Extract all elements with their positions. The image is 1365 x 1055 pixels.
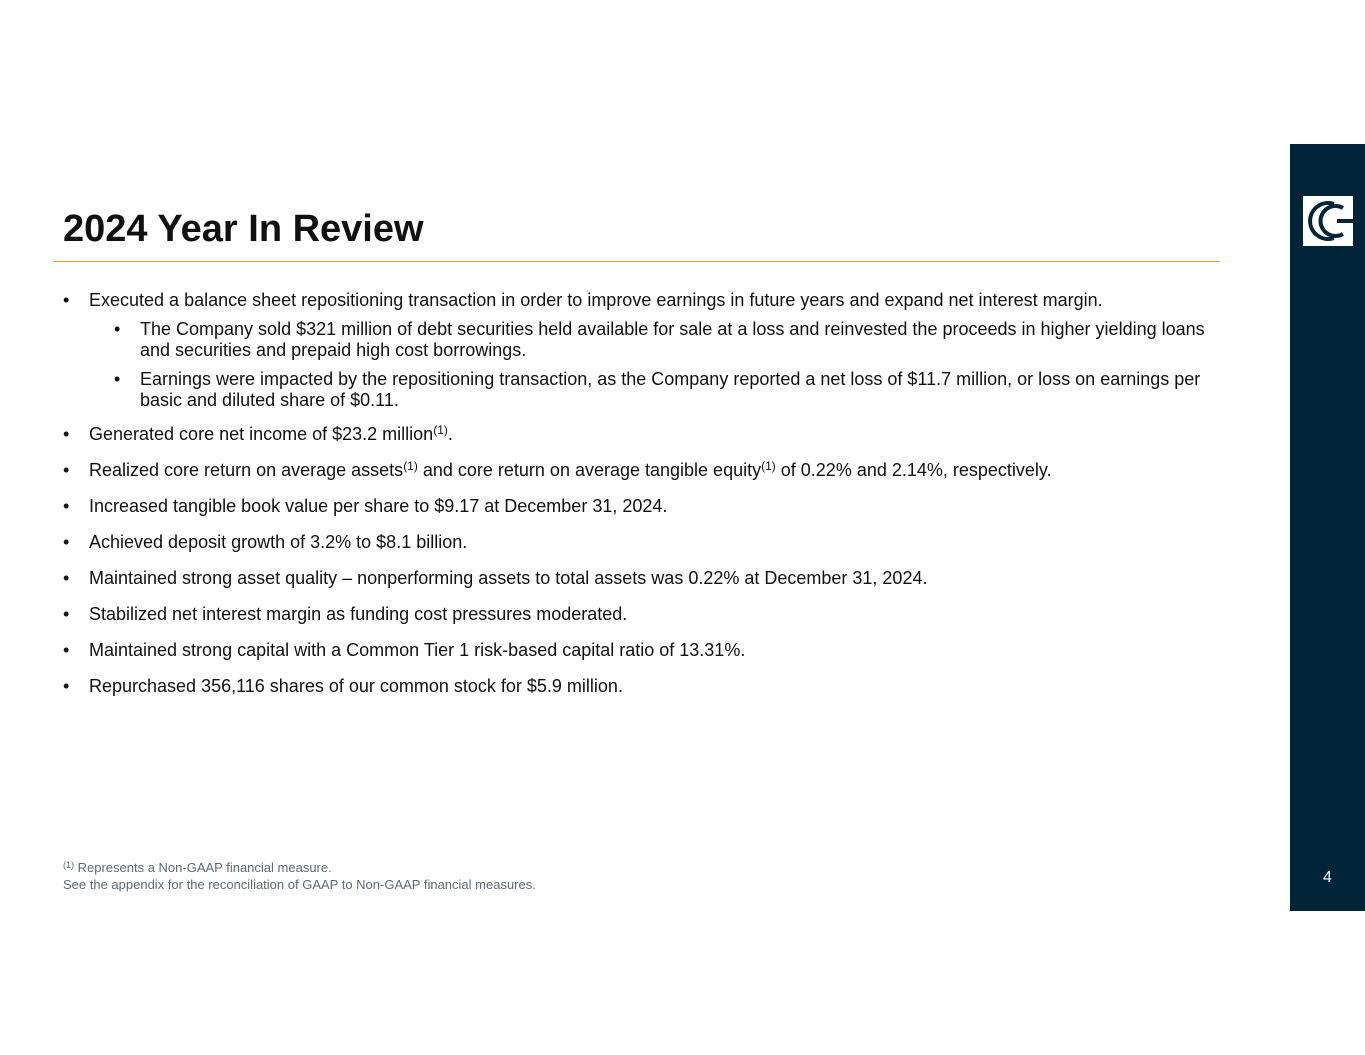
bullet-text: and core return on average tangible equity [417, 460, 762, 480]
brand-sidebar [1290, 144, 1365, 911]
sub-bullet-item [114, 319, 1223, 361]
bullet-text: Realized core return on average assets [89, 460, 404, 480]
sub-bullet-text: The Company sold $321 million of debt securities held available for sale at a loss and reinvested the proceeds in higher yielding loans and securities and prepaid high cost borrowings. [140, 319, 1205, 360]
bullet-text: Increased tangible book value per share to $9.17 at December 31, 2024. [89, 496, 668, 516]
bullet-text: Generated core net income of $23.2 million [89, 424, 434, 444]
footnote-line-2: See the appendix for the reconciliation of GAAP to Non-GAAP financial measures. [63, 877, 536, 892]
footnote [63, 859, 536, 893]
bullet-text: Repurchased 356,116 shares of our common stock for $5.9 million. [89, 676, 623, 696]
bullet-text: Stabilized net interest margin as funding cost pressures moderated. [89, 604, 628, 624]
sub-bullet-text: Earnings were impacted by the repositioning transaction, as the Company reported a net loss of $11.7 million, or loss on earnings per basic and diluted share of $0.11. [140, 369, 1201, 410]
footnote-marker: (1) [63, 860, 74, 870]
bullet-text: Achieved deposit growth of 3.2% to $8.1 billion. [89, 532, 468, 552]
bullet-item [63, 460, 1223, 481]
bullet-item [63, 604, 1223, 625]
page-title: 2024 Year In Review [63, 208, 424, 250]
footnote-marker: (1) [761, 459, 776, 473]
sub-bullet-item [114, 369, 1223, 411]
bullet-text: Executed a balance sheet repositioning transaction in order to improve earnings in future years and expand net interest margin. [89, 290, 1103, 310]
footnote-text: Represents a Non-GAAP financial measure. [74, 860, 332, 875]
bullet-text-end: . [447, 424, 453, 444]
bullet-item [63, 676, 1223, 697]
bullet-text-end: of 0.22% and 2.14%, respectively. [775, 460, 1052, 480]
footnote-line-1 [63, 859, 536, 876]
bullet-item [63, 496, 1223, 517]
sub-bullet-list [89, 319, 1223, 411]
bullet-text: Maintained strong asset quality – nonperforming assets to total assets was 0.22% at December 31, 2024. [89, 568, 928, 588]
bullet-text: Maintained strong capital with a Common Tier 1 risk-based capital ratio of 13.31%. [89, 640, 746, 660]
bullet-item [63, 424, 1223, 445]
bullet-item [63, 532, 1223, 553]
footnote-marker: (1) [403, 459, 418, 473]
footnote-marker: (1) [433, 423, 448, 437]
title-divider [54, 261, 1220, 262]
company-logo-icon [1303, 196, 1353, 246]
bullet-list [63, 290, 1223, 712]
bullet-item [63, 290, 1223, 411]
page-number: 4 [1323, 869, 1332, 886]
bullet-item [63, 640, 1223, 661]
bullet-item [63, 568, 1223, 589]
